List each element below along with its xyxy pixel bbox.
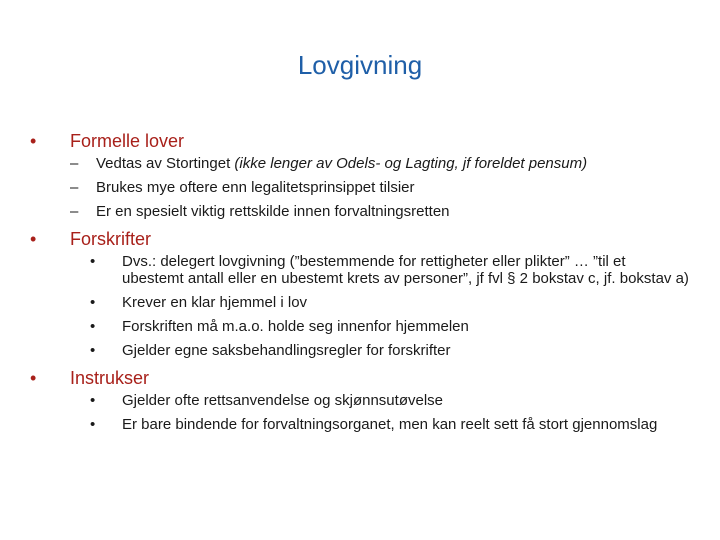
list-item: • Er bare bindende for forvaltningsorganet, men kan reelt sett få stort gjennomslag — [90, 416, 658, 433]
bullet-icon: • — [90, 318, 96, 335]
list-item: • Gjelder ofte rettsanvendelse og skjønnsutøvelse — [90, 392, 443, 409]
list-item: • Dvs.: delegert lovgivning (”bestemmende for rettigheter eller plikter” … ”til et ubestemt antall eller en ubestemt krets av personer”, jf fvl § 2 bokstav c, jf. bokstav a) — [90, 253, 689, 287]
list-item: • Krever en klar hjemmel i lov — [90, 294, 308, 311]
section-items — [30, 392, 690, 433]
dash-icon: – — [70, 179, 79, 196]
bullet-icon: • — [90, 392, 96, 409]
list-item: – Er en spesielt viktig rettskilde innen forvaltningsretten — [70, 203, 450, 220]
dash-icon: – — [70, 155, 79, 172]
section-heading: Instrukser — [70, 368, 150, 388]
list-item: • Forskriften må m.a.o. holde seg innenfor hjemmelen — [90, 318, 469, 335]
section-heading: Formelle lover — [70, 131, 185, 151]
bullet-icon: • — [90, 416, 96, 433]
bullet-icon: • — [30, 229, 37, 249]
slide-title: Lovgivning — [297, 50, 423, 80]
list-item: – Brukes mye oftere enn legalitetsprinsippet tilsier — [70, 179, 415, 196]
bullet-icon: • — [30, 131, 37, 151]
section-items — [30, 253, 690, 359]
bullet-icon: • — [90, 253, 96, 270]
bullet-icon: • — [90, 342, 96, 359]
dash-icon: – — [70, 203, 79, 220]
bullet-icon: • — [30, 368, 37, 388]
section-forskrifter — [30, 227, 690, 251]
section-formelle-lover — [30, 129, 690, 153]
list-item: • Gjelder egne saksbehandlingsregler for forskrifter — [90, 342, 451, 359]
section-items — [30, 155, 690, 220]
section-instrukser — [30, 366, 690, 390]
bullet-icon: • — [90, 294, 96, 311]
list-item: – Vedtas av Stortinget (ikke lenger av Odels- og Lagting, jf foreldet pensum) — [70, 155, 588, 172]
slide-body — [30, 127, 690, 440]
section-heading: Forskrifter — [70, 229, 151, 249]
